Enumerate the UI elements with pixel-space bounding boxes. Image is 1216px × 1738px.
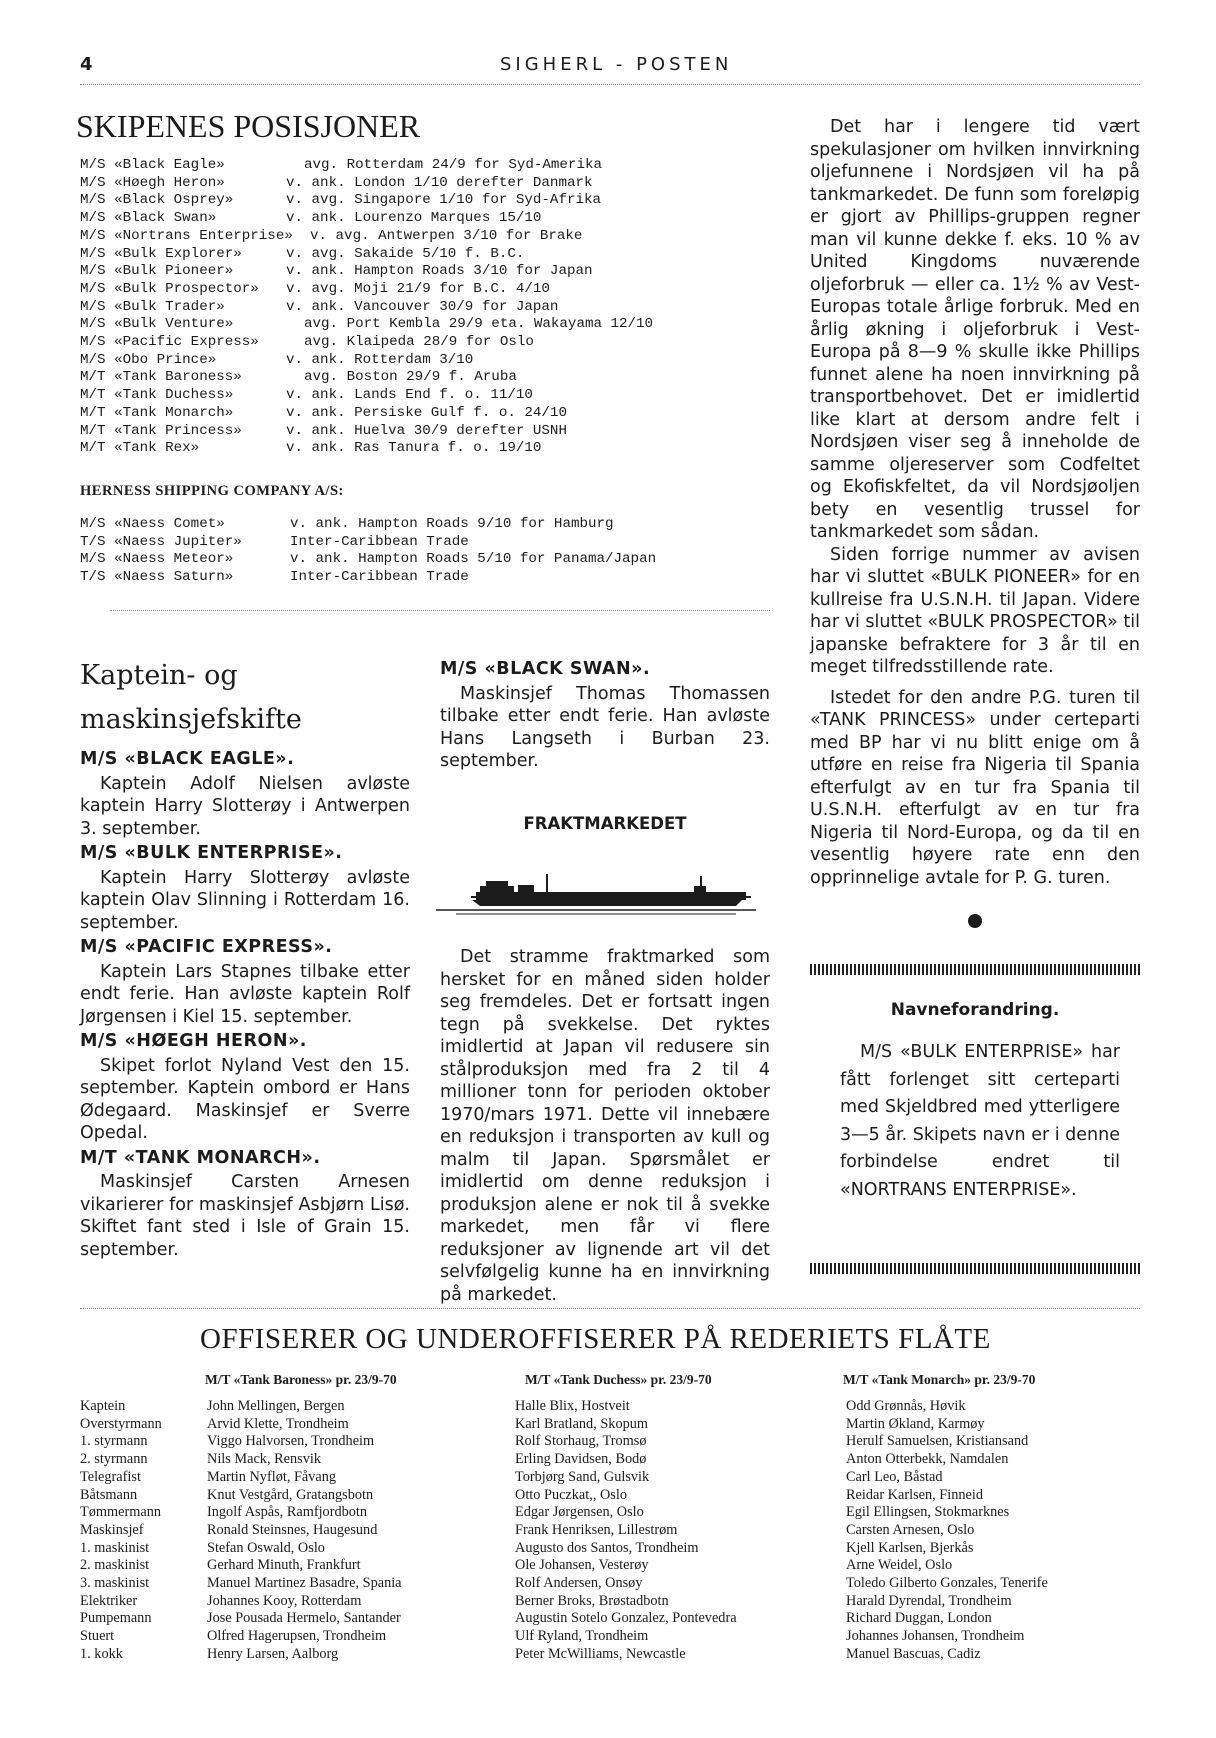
position-row: [80, 228, 653, 246]
officer-name: Augusto dos Santos, Trondheim: [515, 1539, 699, 1556]
right-paragraph-3: Istedet for den andre P.G. turen til «TANK PRINCESS» under certeparti med BP har vi nu blitt enige om å utføre en reise fra Nigeria til Spania efterfulgt av en tur fra Spania til U.S.N.H. efterfulgt av en tur fra Nigeria til Nord-Europa, og da til en vesentlig høyere rate enn den opprinnelige avtale for P. G. turen.: [810, 687, 1140, 888]
officer-name: Ronald Steinsnes, Haugesund: [207, 1521, 378, 1538]
kaptein-title: Kaptein- og maskinsjefskifte: [80, 660, 302, 735]
herness-table: [80, 516, 656, 586]
herness-ship: M/S «Naess Comet»: [80, 516, 225, 532]
positions-table: [80, 157, 653, 458]
officer-name: Nils Mack, Rensvik: [207, 1451, 321, 1468]
position-status: avg. Port Kembla 29/9 eta. Wakayama 12/10: [304, 316, 654, 333]
position-row: [80, 192, 653, 210]
officer-name: Rolf Storhaug, Tromsø: [515, 1433, 647, 1450]
officer-name: Johannes Johansen, Trondheim: [846, 1628, 1025, 1645]
position-row: [80, 299, 653, 317]
section-rule: [110, 610, 770, 611]
kaptein-section-heading: M/T «TANK MONARCH».: [80, 1147, 321, 1168]
officer-rank: 1. styrmann: [80, 1433, 148, 1450]
herness-row: [80, 569, 656, 587]
officer-rank: 1. kokk: [80, 1645, 123, 1662]
position-status: v. avg. Singapore 1/10 for Syd-Afrika: [286, 192, 602, 209]
position-row: [80, 423, 653, 441]
officer-name: Carsten Arnesen, Oslo: [846, 1521, 975, 1538]
officer-name: Knut Vestgård, Gratangsbotn: [207, 1486, 374, 1503]
fraktmarkedet-heading: FRAKTMARKEDET: [523, 814, 687, 833]
kaptein-section-heading: M/S «PACIFIC EXPRESS».: [80, 937, 333, 957]
officers-header-monarch: M/T «Tank Monarch» pr. 23/9-70: [843, 1372, 1036, 1387]
officer-rank: Kaptein: [80, 1398, 126, 1414]
position-ship: M/S «Obo Prince»: [80, 351, 217, 368]
officer-rank: Telegrafist: [80, 1468, 141, 1485]
position-status: avg. Rotterdam 24/9 for Syd-Amerika: [304, 157, 602, 173]
officers-duchess-column: [515, 1398, 737, 1664]
officer-name: Augustin Sotelo Gonzalez, Pontevedra: [515, 1610, 737, 1627]
officer-name: Reidar Karlsen, Finneid: [846, 1486, 983, 1503]
position-ship: M/S «Bulk Prospector»: [80, 280, 259, 297]
herness-row: [80, 516, 656, 534]
officer-rank: Tømmermann: [80, 1504, 161, 1521]
ship-illustration: [436, 866, 756, 916]
officer-rank: Maskinsjef: [80, 1521, 144, 1538]
page-number: 4: [80, 54, 93, 75]
fraktmarkedet-text: Det stramme fraktmarked som hersket for en måned siden holder seg fremdeles. Det er fortsatt ingen tegn på svekkelse. Det ryktes imidlertid at Japan vil redusere sin stålproduksjon med fra 2 til 4 millioner tonn for perioden oktober 1970/mars 1971. Dette vil innebære en reduksjon i transporten av kull og malm til Japan. Spørsmålet er imidlertid om denne reduksjon i produksjon alene er nok til å svekke markedet, men får vi flere reduksjoner av lignende art vil det selvfølgelig kunne ha en innvirkning på markedet.: [440, 947, 770, 1305]
officer-rank: Pumpemann: [80, 1610, 152, 1627]
top-border-pattern: [810, 964, 1140, 975]
position-ship: M/S «Pacific Express»: [80, 334, 259, 351]
officer-name: Kjell Karlsen, Bjerkås: [846, 1539, 974, 1556]
page-header-title: SIGHERL - POSTEN: [500, 54, 733, 75]
position-status: avg. Klaipeda 28/9 for Oslo: [304, 334, 534, 351]
officer-name: Carl Leo, Båstad: [846, 1468, 943, 1485]
officer-rank: Stuert: [80, 1628, 115, 1645]
position-status: v. ank. Persiske Gulf f. o. 24/10: [286, 404, 567, 421]
header-rule: [80, 84, 1140, 85]
position-status: v. ank. Hampton Roads 3/10 for Japan: [286, 263, 593, 280]
officer-name: Manuel Bascuas, Cadiz: [846, 1645, 981, 1662]
officer-rank: 1. maskinist: [80, 1539, 150, 1556]
officer-name: Frank Henriksen, Lillestrøm: [515, 1521, 678, 1538]
officer-name: Rolf Andersen, Onsøy: [515, 1575, 643, 1592]
officers-title: OFFISERER OG UNDEROFFISERER PÅ REDERIETS FLÅTE: [200, 1323, 991, 1355]
officer-name: Otto Puczkat,, Oslo: [515, 1486, 627, 1503]
officers-baroness-column: [207, 1398, 402, 1664]
officer-rank: Båtsmann: [80, 1486, 138, 1503]
position-status: v. avg. Antwerpen 3/10 for Brake: [310, 227, 583, 244]
right-paragraph-1: Det har i lengere tid vært spekulasjoner om hvilken innvirkning oljefunnene i Nordsjøen vil ha på tankmarkedet. De funn som foreløpig er gjort av Phillips-gruppen regner man vil kunne dekke f. eks. 10 % av United Kingdoms nuværende oljeforbruk — eller ca. 1½ % av Vest-Europas totale årlige forbruk. Med en årlig økning i oljeforbruk i Vest-Europa på 8—9 % skulle ikke Phillips funnet alene ha noen innvirkning på transportbehovet. Det er imidlertid like klart at dersom andre felt i Nordsjøen viser seg å inneholde de samme oljereserver som Codfeltet og Ekofiskfeltet, da vil Nordsjøoljen bety en vesentlig trussel for tankmarkedet som sådan.: [810, 117, 1140, 542]
officer-name: Richard Duggan, London: [846, 1610, 992, 1627]
officer-name: Manuel Martinez Basadre, Spania: [207, 1575, 402, 1592]
position-ship: M/S «Nortrans Enterprise»: [80, 227, 293, 244]
kaptein-section-text: Kaptein Harry Slotterøy avløste kaptein Olav Slinning i Rotterdam 16. september.: [80, 867, 410, 933]
officer-rank: Overstyrmann: [80, 1415, 162, 1432]
kaptein-section-heading: M/S «BULK ENTERPRISE».: [80, 843, 343, 863]
position-row: [80, 263, 653, 281]
position-row: [80, 157, 653, 175]
position-ship: M/S «Black Eagle»: [80, 157, 225, 173]
position-ship: M/S «Bulk Pioneer»: [80, 263, 234, 280]
black-swan-article: [440, 658, 770, 773]
herness-status: Inter-Caribbean Trade: [290, 533, 469, 550]
officer-name: Johannes Kooy, Rotterdam: [207, 1592, 362, 1609]
position-ship: M/S «Black Swan»: [80, 210, 217, 227]
position-ship: M/S «Black Osprey»: [80, 192, 234, 209]
bullet-dot-icon: [968, 914, 982, 928]
officer-name: Anton Otterbekk, Namdalen: [846, 1451, 1009, 1468]
kaptein-section-heading: M/S «HØEGH HERON».: [80, 1031, 307, 1051]
officer-name: Karl Bratland, Skopum: [515, 1415, 649, 1432]
herness-title: HERNESS SHIPPING COMPANY A/S:: [80, 483, 344, 499]
position-row: [80, 352, 653, 370]
position-row: [80, 210, 653, 228]
right-paragraph-2: Siden forrige nummer av avisen har vi sluttet «BULK PIONEER» for en kullreise fra U.S.N.H. til Japan. Videre har vi sluttet «BULK PROSPECTOR» til japanske befraktere for 3 år til en meget tilfredsstillende rate.: [810, 544, 1140, 677]
officer-name: Arvid Klette, Trondheim: [207, 1415, 349, 1432]
officer-rank: 2. styrmann: [80, 1451, 148, 1468]
herness-status: v. ank. Hampton Roads 5/10 for Panama/Japan: [290, 551, 657, 567]
officer-name: Stefan Oswald, Oslo: [207, 1539, 325, 1556]
bottom-border-pattern: [810, 1263, 1140, 1274]
officer-name: Odd Grønnås, Høvik: [846, 1398, 966, 1414]
position-ship: M/S «Bulk Trader»: [80, 298, 225, 315]
officer-name: Arne Weidel, Oslo: [846, 1557, 953, 1574]
right-column-article: [810, 116, 1140, 889]
officers-header-duchess: M/T «Tank Duchess» pr. 23/9-70: [525, 1372, 712, 1387]
position-row: [80, 369, 653, 387]
navneforandring-text: M/S «BULK ENTERPRISE» har fått forlenget sitt certeparti med Skjeldbred med ytterligere 3—5 år. Skipets navn er i denne forbindelse endret til «NORTRANS ENTERPRISE».: [840, 1042, 1120, 1200]
officers-header-baroness: M/T «Tank Baroness» pr. 23/9-70: [205, 1372, 397, 1387]
positions-title: SKIPENES POSISJONER: [76, 108, 421, 144]
herness-ship: T/S «Naess Saturn»: [80, 568, 234, 585]
position-ship: M/T «Tank Rex»: [80, 440, 200, 457]
officer-name: Martin Nyfløt, Fåvang: [207, 1468, 337, 1485]
officer-name: Henry Larsen, Aalborg: [207, 1645, 339, 1662]
kaptein-article: [80, 748, 410, 1261]
kaptein-section-text: Kaptein Lars Stapnes tilbake etter endt ferie. Han avløste kaptein Rolf Jørgensen i Kiel 15. september.: [80, 961, 410, 1027]
officer-name: Jose Pousada Hermelo, Santander: [207, 1610, 401, 1627]
officer-name: Berner Broks, Brøstadbotn: [515, 1592, 669, 1609]
officer-name: Toledo Gilberto Gonzales, Tenerife: [846, 1575, 1048, 1592]
kaptein-section-heading: M/S «BLACK EAGLE».: [80, 749, 295, 769]
officer-name: John Mellingen, Bergen: [207, 1398, 345, 1414]
officer-name: Martin Økland, Karmøy: [846, 1415, 985, 1432]
position-ship: M/T «Tank Princess»: [80, 422, 242, 439]
officers-ranks-column: [80, 1398, 162, 1664]
officer-rank: 2. maskinist: [80, 1557, 150, 1574]
navneforandring-title: Navneforandring.: [890, 1000, 1060, 1020]
position-ship: M/T «Tank Baroness»: [80, 369, 242, 386]
position-row: [80, 316, 653, 334]
fraktmarkedet-article: [440, 946, 770, 1306]
officer-rank: Elektriker: [80, 1592, 138, 1609]
herness-ship: T/S «Naess Jupiter»: [80, 533, 242, 550]
position-row: [80, 281, 653, 299]
position-row: [80, 175, 653, 193]
officers-monarch-column: [846, 1398, 1048, 1664]
black-swan-text: Maskinsjef Thomas Thomassen tilbake etter endt ferie. Han avløste Hans Langseth i Burban 23. september.: [440, 683, 770, 771]
position-ship: M/T «Tank Monarch»: [80, 404, 234, 421]
officer-name: Halle Blix, Hostveit: [515, 1398, 630, 1414]
herness-status: v. ank. Hampton Roads 9/10 for Hamburg: [290, 516, 614, 532]
officer-name: Ingolf Aspås, Ramfjordbotn: [207, 1504, 368, 1521]
position-ship: M/S «Bulk Venture»: [80, 316, 234, 333]
position-status: v. ank. Ras Tanura f. o. 19/10: [286, 440, 542, 457]
herness-status: Inter-Caribbean Trade: [290, 568, 469, 585]
officer-name: Ulf Ryland, Trondheim: [515, 1628, 649, 1645]
officer-name: Egil Ellingsen, Stokmarknes: [846, 1504, 1010, 1521]
position-ship: M/T «Tank Duchess»: [80, 387, 234, 404]
position-status: v. ank. Rotterdam 3/10: [286, 351, 474, 368]
position-row: [80, 246, 653, 264]
officer-name: Gerhard Minuth, Frankfurt: [207, 1557, 361, 1574]
position-ship: M/S «Bulk Explorer»: [80, 245, 242, 262]
position-status: v. ank. Vancouver 30/9 for Japan: [286, 298, 559, 315]
herness-ship: M/S «Naess Meteor»: [80, 551, 234, 567]
officer-name: Erling Davidsen, Bodø: [515, 1451, 647, 1468]
position-status: v. ank. Lands End f. o. 11/10: [286, 387, 533, 404]
officer-name: Herulf Samuelsen, Kristiansand: [846, 1433, 1029, 1450]
officer-name: Olfred Hagerupsen, Trondheim: [207, 1628, 387, 1645]
position-status: v. avg. Moji 21/9 for B.C. 4/10: [286, 280, 550, 297]
navneforandring-box: [810, 964, 1140, 1274]
herness-row: [80, 534, 656, 552]
position-ship: M/S «Høegh Heron»: [80, 174, 225, 191]
officer-name: Harald Dyrendal, Trondheim: [846, 1592, 1012, 1609]
black-swan-heading: M/S «BLACK SWAN».: [440, 659, 651, 679]
kaptein-section-text: Maskinsjef Carsten Arnesen vikarierer for maskinsjef Asbjørn Lisø. Skiftet fant sted i Isle of Grain 15. september.: [80, 1172, 410, 1260]
position-status: v. avg. Sakaide 5/10 f. B.C.: [286, 245, 525, 262]
officer-name: Ole Johansen, Vesterøy: [515, 1557, 649, 1574]
officers-rule: [80, 1308, 1140, 1309]
officer-rank: 3. maskinist: [80, 1575, 150, 1592]
officer-name: Torbjørg Sand, Gulsvik: [515, 1468, 650, 1485]
position-status: v. ank. London 1/10 derefter Danmark: [286, 174, 593, 191]
kaptein-section-text: Kaptein Adolf Nielsen avløste kaptein Harry Slotterøy i Antwerpen 3. september.: [80, 773, 410, 839]
position-row: [80, 387, 653, 405]
position-row: [80, 405, 653, 423]
position-status: v. ank. Lourenzo Marques 15/10: [286, 210, 542, 227]
position-status: avg. Boston 29/9 f. Aruba: [304, 369, 517, 386]
officer-name: Peter McWilliams, Newcastle: [515, 1645, 686, 1662]
herness-row: [80, 551, 656, 569]
position-row: [80, 440, 653, 458]
officer-name: Edgar Jørgensen, Oslo: [515, 1504, 644, 1521]
kaptein-section-text: Skipet forlot Nyland Vest den 15. september. Kaptein ombord er Hans Ødegaard. Maskinsjef er Sverre Opedal.: [80, 1055, 410, 1143]
position-status: v. ank. Huelva 30/9 derefter USNH: [286, 422, 567, 439]
officer-name: Viggo Halvorsen, Trondheim: [207, 1433, 375, 1450]
position-row: [80, 334, 653, 352]
